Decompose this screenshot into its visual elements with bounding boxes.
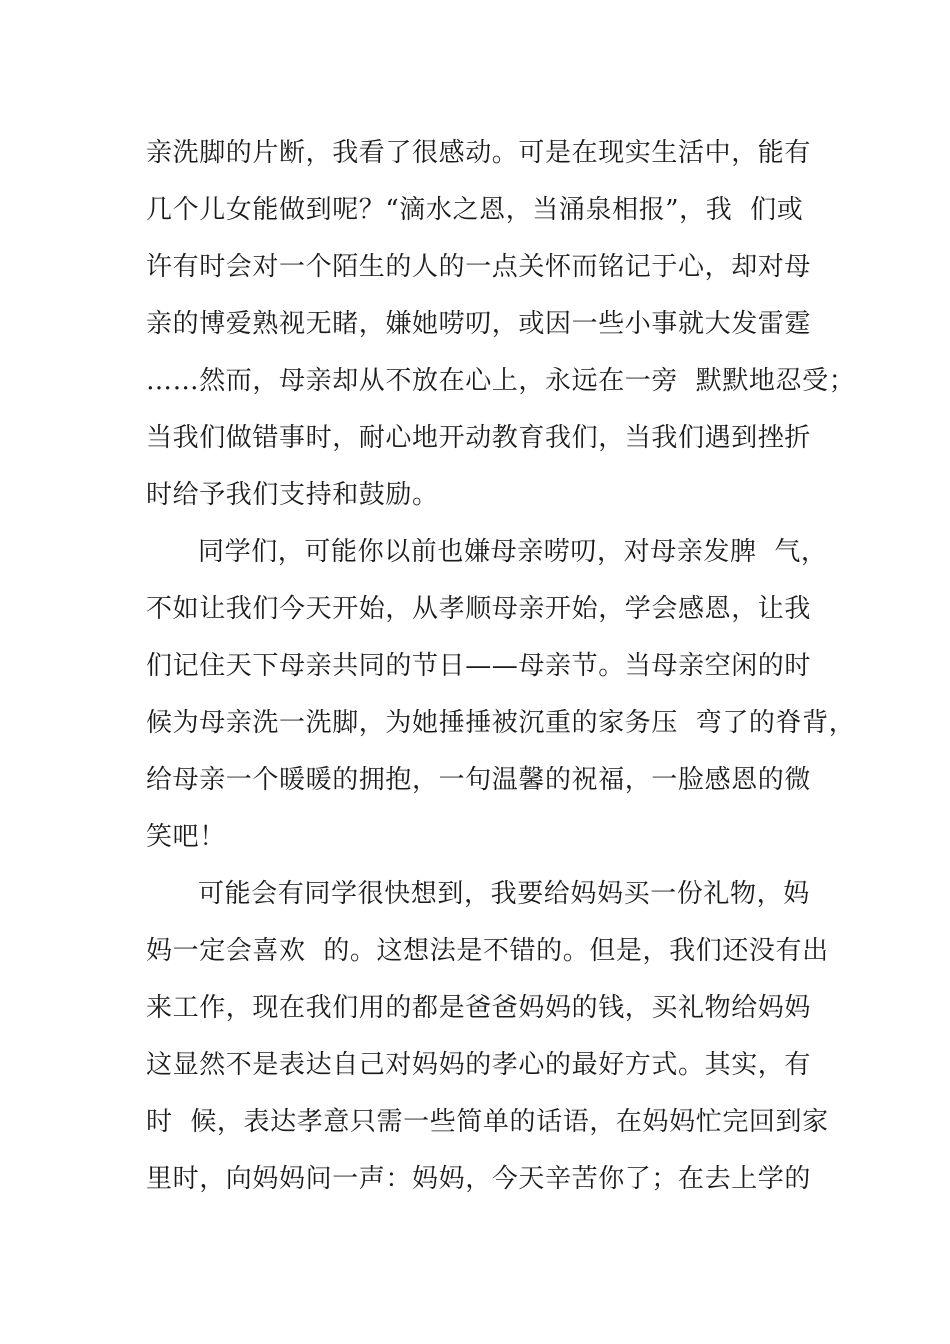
- text-line-6: 当我们做错事时，耐心地开动教育我们，当我们遇到挫折: [146, 423, 812, 453]
- text-line-14: 可能会有同学很快想到，我要给妈妈买一份礼物，妈: [198, 879, 810, 909]
- text-line-9: 不如让我们今天开始，从孝顺母亲开始，学会感恩，让我: [146, 594, 812, 624]
- text-line-7: 时给予我们支持和鼓励。: [146, 480, 439, 510]
- text-line-11: 候为母亲洗一洗脚，为她捶捶被沉重的家务压 弯了的脊背，: [146, 708, 856, 738]
- text-line-17: 这显然不是表达自己对妈妈的孝心的最好方式。其实，有: [146, 1050, 812, 1080]
- text-line-1: 亲洗脚的片断，我看了很感动。可是在现实生活中，能有: [146, 138, 812, 168]
- text-line-18: 时 候，表达孝意只需一些简单的话语，在妈妈忙完回到家: [146, 1107, 829, 1137]
- text-line-15: 妈一定会喜欢 的。这想法是不错的。但是，我们还没有出: [146, 936, 829, 966]
- text-line-12: 给母亲一个暖暖的拥抱，一句温馨的祝福，一脸感恩的微: [146, 765, 812, 795]
- text-line-2: 几个儿女能做到呢？“滴水之恩，当涌泉相报”，我 们或: [146, 195, 804, 225]
- text-line-19: 里时，向妈妈问一声：妈妈，今天辛苦你了；在去上学的: [146, 1164, 812, 1194]
- text-line-13: 笑吧！: [146, 822, 226, 852]
- text-line-8: 同学们，可能你以前也嫌母亲唠叨，对母亲发脾 气，: [198, 537, 828, 567]
- text-line-4: 亲的博爱熟视无睹，嫌她唠叨，或因一些小事就大发雷霆: [146, 309, 812, 339]
- text-line-3: 许有时会对一个陌生的人的一点关怀而铭记于心，却对母: [146, 252, 812, 282]
- text-line-5: ……然而，母亲却从不放在心上，永远在一旁 默默地忍受；: [146, 366, 856, 396]
- text-line-10: 们记住天下母亲共同的节日——母亲节。当母亲空闲的时: [146, 651, 812, 681]
- text-line-16: 来工作，现在我们用的都是爸爸妈妈的钱，买礼物给妈妈: [146, 993, 812, 1023]
